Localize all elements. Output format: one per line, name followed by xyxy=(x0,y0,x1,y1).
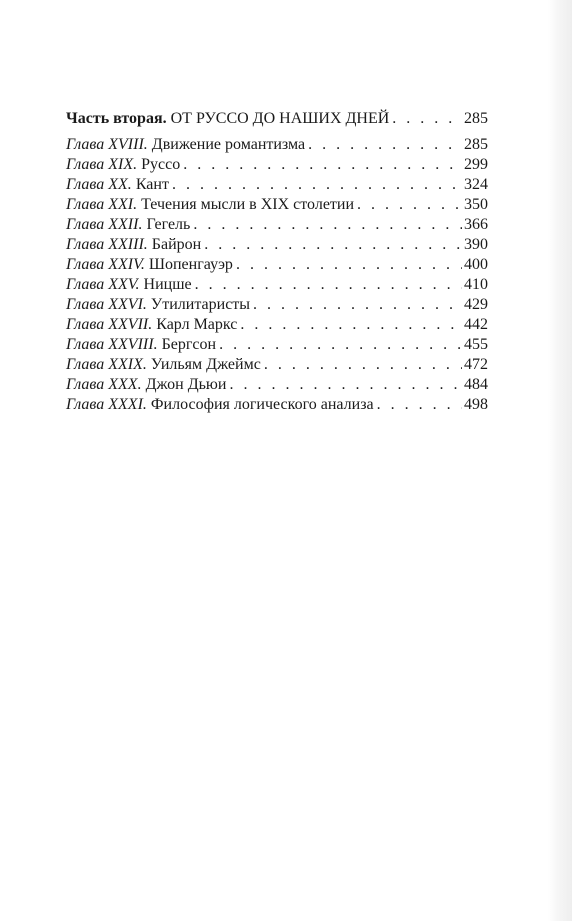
dot-leader xyxy=(261,355,462,375)
chapter-title: Ницше xyxy=(143,276,192,293)
chapter-title: Джон Дьюи xyxy=(145,376,227,393)
chapter-page-number: 455 xyxy=(464,336,488,353)
toc-chapter-entry[interactable] xyxy=(66,135,488,155)
toc-chapter-entry[interactable] xyxy=(66,195,488,215)
chapter-page-number: 442 xyxy=(464,316,488,333)
chapter-page-number: 429 xyxy=(464,296,488,313)
chapter-title: Гегель xyxy=(146,216,191,233)
chapter-title: Кант xyxy=(135,176,169,193)
part-page-number: 285 xyxy=(464,110,488,127)
chapter-label xyxy=(66,255,233,275)
chapter-title: Бергсон xyxy=(161,336,217,353)
part-title: ОТ РУССО ДО НАШИХ ДНЕЙ xyxy=(170,110,390,127)
chapter-page-number: 390 xyxy=(464,236,488,253)
chapter-prefix: Глава XXI. xyxy=(66,196,138,213)
chapter-title: Руссо xyxy=(141,156,181,173)
dot-leader xyxy=(374,395,462,415)
dot-leader xyxy=(389,109,462,129)
dot-leader xyxy=(169,175,462,195)
chapter-page-number: 484 xyxy=(464,376,488,393)
chapter-label xyxy=(66,235,201,255)
chapter-prefix: Глава XXVI. xyxy=(66,296,147,313)
chapter-label xyxy=(66,175,169,195)
chapter-prefix: Глава XXV. xyxy=(66,276,140,293)
chapter-prefix: Глава XXIV. xyxy=(66,256,145,273)
dot-leader xyxy=(201,235,462,255)
chapter-prefix: Глава XXXI. xyxy=(66,396,147,413)
chapter-prefix: Глава XIX. xyxy=(66,156,138,173)
chapter-label xyxy=(66,315,237,335)
dot-leader xyxy=(354,195,462,215)
chapter-title: Шопенгауэр xyxy=(148,256,233,273)
part-prefix: Часть вторая. xyxy=(66,110,167,127)
dot-leader xyxy=(180,155,462,175)
page-edge-shadow xyxy=(548,0,572,921)
toc-chapter-entry[interactable] xyxy=(66,175,488,195)
chapter-label xyxy=(66,135,305,155)
dot-leader xyxy=(250,295,462,315)
chapter-page-number: 324 xyxy=(464,176,488,193)
chapter-label xyxy=(66,395,374,415)
chapter-prefix: Глава XX. xyxy=(66,176,132,193)
toc-chapter-entry[interactable] xyxy=(66,395,488,415)
chapter-label xyxy=(66,215,190,235)
dot-leader xyxy=(226,375,462,395)
dot-leader xyxy=(233,255,462,275)
dot-leader xyxy=(216,335,462,355)
toc-chapter-entry[interactable] xyxy=(66,335,488,355)
chapter-title: Движение романтизма xyxy=(151,136,306,153)
chapter-label xyxy=(66,375,226,395)
chapter-title: Уильям Джеймс xyxy=(150,356,261,373)
chapter-label xyxy=(66,355,261,375)
part-label xyxy=(66,109,389,129)
chapter-page-number: 410 xyxy=(464,276,488,293)
chapter-prefix: Глава XXIX. xyxy=(66,356,147,373)
chapter-label xyxy=(66,155,180,175)
chapter-label xyxy=(66,195,354,215)
dot-leader xyxy=(305,135,462,155)
table-of-contents xyxy=(66,109,488,415)
dot-leader xyxy=(237,315,462,335)
chapter-title: Философия логического анализа xyxy=(150,396,374,413)
chapter-label xyxy=(66,275,192,295)
toc-chapter-entry[interactable] xyxy=(66,315,488,335)
chapter-title: Утилитаристы xyxy=(150,296,251,313)
toc-chapter-entry[interactable] xyxy=(66,255,488,275)
toc-chapter-entry[interactable] xyxy=(66,275,488,295)
toc-chapter-entry[interactable] xyxy=(66,295,488,315)
toc-chapter-entry[interactable] xyxy=(66,375,488,395)
chapter-prefix: Глава XXII. xyxy=(66,216,143,233)
toc-chapter-entry[interactable] xyxy=(66,355,488,375)
toc-part-entry[interactable] xyxy=(66,109,488,135)
chapter-prefix: Глава XXVIII. xyxy=(66,336,158,353)
chapter-page-number: 285 xyxy=(464,136,488,153)
chapter-title: Карл Маркс xyxy=(156,316,238,333)
chapter-page-number: 472 xyxy=(464,356,488,373)
chapter-title: Течения мысли в XIX столетии xyxy=(141,196,355,213)
toc-chapter-entry[interactable] xyxy=(66,235,488,255)
chapter-label xyxy=(66,295,250,315)
chapter-page-number: 498 xyxy=(464,396,488,413)
chapter-label xyxy=(66,335,216,355)
chapter-title: Байрон xyxy=(151,236,202,253)
dot-leader xyxy=(192,275,462,295)
chapter-page-number: 350 xyxy=(464,196,488,213)
dot-leader xyxy=(190,215,462,235)
chapter-prefix: Глава XVIII. xyxy=(66,136,148,153)
toc-chapter-entry[interactable] xyxy=(66,155,488,175)
chapter-page-number: 400 xyxy=(464,256,488,273)
toc-chapter-entry[interactable] xyxy=(66,215,488,235)
chapter-prefix: Глава XXIII. xyxy=(66,236,148,253)
chapter-prefix: Глава XXX. xyxy=(66,376,142,393)
chapter-prefix: Глава XXVII. xyxy=(66,316,153,333)
chapter-page-number: 299 xyxy=(464,156,488,173)
chapter-page-number: 366 xyxy=(464,216,488,233)
